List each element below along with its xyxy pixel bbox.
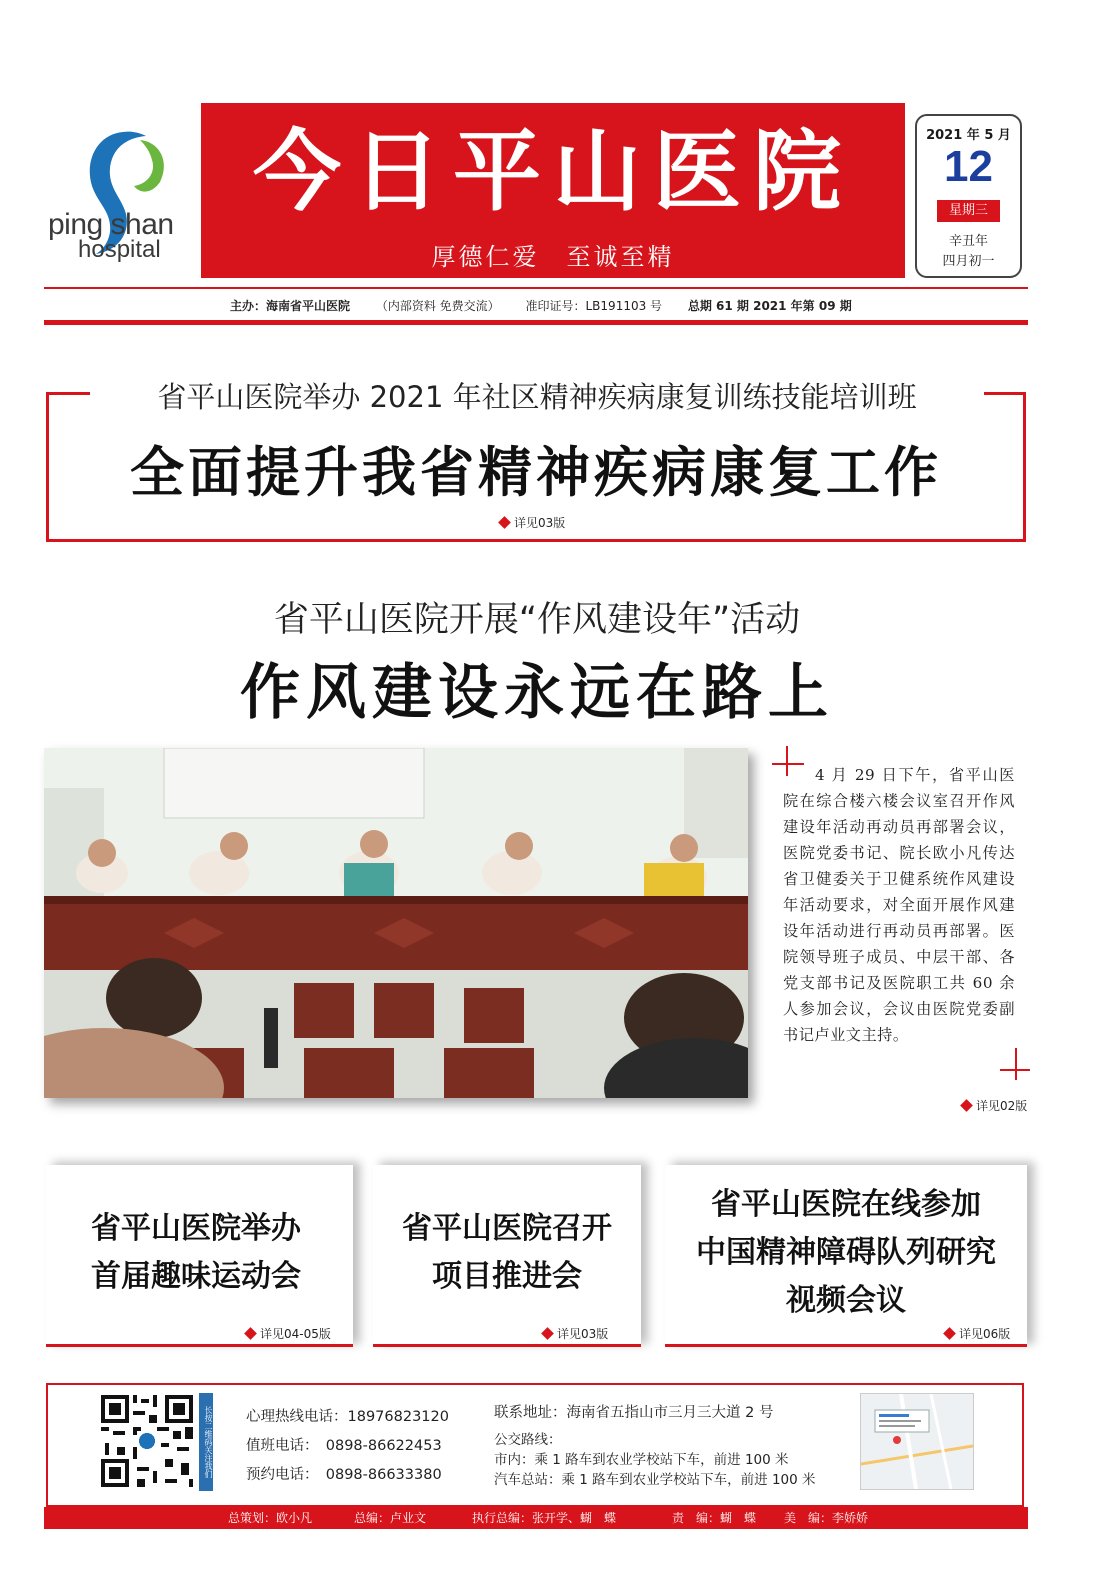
- internal-note: （内部资料 免费交流）: [375, 299, 500, 313]
- headline2-subtitle[interactable]: 省平山医院开展“作风建设年”活动: [273, 600, 801, 640]
- bus-route-coach: 汽车总站：乘 1 路车到农业学校站下车，前进 100 米: [494, 1472, 816, 1488]
- location-map[interactable]: [860, 1393, 974, 1490]
- headline1-title[interactable]: 全面提升我省精神疾病康复工作: [130, 441, 942, 504]
- booking-phone: 预约电话： 0898-86633380: [246, 1467, 442, 1483]
- diamond-icon: [541, 1327, 554, 1340]
- brief3-line1: 省平山医院在线参加: [711, 1187, 981, 1222]
- headline1-frame-top-left: [46, 392, 90, 395]
- logo-text-ping-shan: ping shan: [48, 208, 174, 241]
- date-day: 12: [944, 142, 993, 191]
- headline1-subtitle[interactable]: 省平山医院举办 2021 年社区精神疾病康复训练技能培训班: [90, 375, 984, 416]
- brief2-ref-text: 详见03版: [557, 1327, 609, 1341]
- issue-number: 总期 61 期 2021 年第 09 期: [687, 299, 852, 313]
- sponsor-text: 主办：海南省平山医院: [230, 299, 351, 313]
- headline1-ref-text: 详见03版: [514, 516, 566, 530]
- credit-art-editor: 美 编：李娇娇: [784, 1511, 869, 1525]
- masthead-divider-thin: [44, 287, 1028, 289]
- headline1-frame-top-right: [984, 392, 1026, 395]
- diamond-icon: [960, 1099, 973, 1112]
- brief1-page-ref[interactable]: [246, 1325, 331, 1342]
- newspaper-motto: 厚德仁爱 至诚至精: [431, 243, 675, 271]
- brief-box-1[interactable]: [46, 1165, 353, 1347]
- permit-number: 准印证号：LB191103 号: [525, 299, 663, 313]
- corner-cross-bottom-h: [1000, 1069, 1030, 1071]
- brief-box-2[interactable]: [373, 1165, 641, 1347]
- diamond-icon: [244, 1327, 257, 1340]
- credit-editor: 总编：卢业文: [354, 1511, 427, 1525]
- brief1-ref-text: 详见04-05版: [260, 1327, 331, 1341]
- masthead-divider-thick: [44, 320, 1028, 325]
- lunar-day: 四月初一: [942, 254, 995, 269]
- logo-text-hospital: hospital: [78, 236, 161, 263]
- headline2-title[interactable]: 作风建设永远在路上: [240, 658, 834, 728]
- lunar-year: 辛丑年: [948, 234, 988, 249]
- footer-credits-bar: [44, 1507, 1028, 1529]
- credit-planner: 总策划：欧小凡: [228, 1511, 313, 1525]
- date-box: [915, 114, 1022, 278]
- brief3-line3: 视频会议: [786, 1283, 906, 1318]
- article-text: 4 月 29 日下午，省平山医院在综合楼六楼会议室召开作风建设年活动再动员再部署会议，医院党委书记、院长欧小凡传达省卫健委关于卫健系统作风建设年活动要求，对全面开展作风建设年活动进行再动员再部署。医院领导班子成员、中层干部、各党支部书记及医院职工共 60 余人参加会议，会议由医院党委副书记卢业文主持。: [783, 766, 1015, 1044]
- article-body: [783, 762, 1015, 1048]
- weekday-badge: 星期三: [937, 200, 1000, 222]
- brief2-line1: 省平山医院召开: [402, 1211, 612, 1246]
- bus-route-title: 公交路线：: [494, 1432, 562, 1448]
- publication-info-bar: [230, 297, 874, 314]
- hospital-address: 联系地址：海南省五指山市三月三大道 2 号: [494, 1405, 774, 1421]
- meeting-photo: [44, 748, 748, 1098]
- brief3-line2: 中国精神障碍队列研究: [696, 1235, 996, 1270]
- brief-box-3[interactable]: [665, 1165, 1027, 1347]
- qr-follow-note: 长按二维码关注我们: [199, 1393, 213, 1491]
- brief2-page-ref[interactable]: [543, 1325, 608, 1342]
- diamond-icon: [498, 516, 511, 529]
- duty-phone: 值班电话： 0898-86622453: [246, 1438, 442, 1454]
- psychological-hotline: 心理热线电话：18976823120: [246, 1409, 449, 1425]
- headline1-page-ref[interactable]: [500, 514, 565, 531]
- credit-resp-editor: 责 编：蝴 蝶: [672, 1511, 757, 1525]
- headline2-page-ref[interactable]: [962, 1097, 1027, 1114]
- credit-exec-editor: 执行总编：张开学、蝴 蝶: [472, 1511, 617, 1525]
- brief1-line1: 省平山医院举办: [91, 1211, 301, 1246]
- date-year-month: 2021 年 5 月: [926, 128, 1011, 143]
- headline2-ref-text: 详见02版: [976, 1099, 1028, 1113]
- brief2-line2: 项目推进会: [432, 1259, 582, 1294]
- newspaper-title: 今日平山医院: [252, 119, 853, 223]
- bus-route-city: 市内：乘 1 路车到农业学校站下车，前进 100 米: [494, 1452, 789, 1468]
- masthead-title-block: [201, 103, 905, 278]
- brief3-page-ref[interactable]: [945, 1325, 1010, 1342]
- brief1-line2: 首届趣味运动会: [91, 1259, 301, 1294]
- qr-code-icon[interactable]: [97, 1391, 197, 1491]
- diamond-icon: [943, 1327, 956, 1340]
- corner-cross-bottom: [1015, 1048, 1017, 1080]
- brief3-ref-text: 详见06版: [959, 1327, 1011, 1341]
